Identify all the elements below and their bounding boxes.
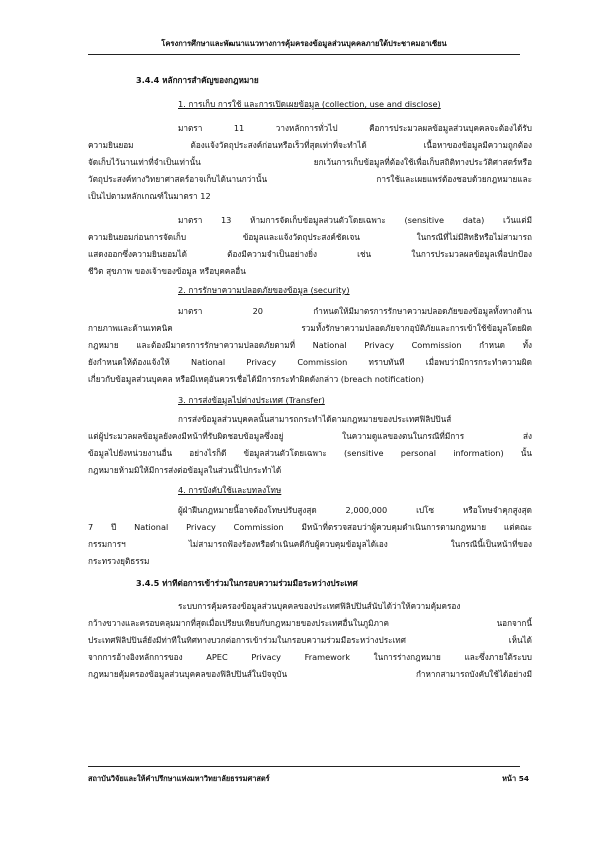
subheading-transfer: 3. การส่งข้อมูลไปต่างประเทศ (Transfer)	[178, 395, 325, 405]
paragraph-line: กระทรวงยุติธรรม	[88, 556, 150, 566]
paragraph-line: วัตถุประสงค์ทางวิทยาศาสตร์อาจเก็บได้นานกว่านั้น การใช้และเผยแพร่ต้องชอบด้วยกฎหมายและ	[88, 174, 532, 184]
footer-institution: สถาบันวิจัยและให้คำปรึกษาแห่งมหาวิทยาลัยธรรมศาสตร์	[88, 774, 270, 783]
paragraph-line: มาตรา 20 กำหนดให้มีมาตรการรักษาความปลอดภัยของข้อมูลทั้งทางด้าน	[178, 306, 532, 316]
paragraph-line: มาตรา 11 วางหลักการทั่วไป คือการประมวลผลข้อมูลส่วนบุคคลจะต้องได้รับ	[178, 123, 532, 133]
paragraph-line: ความยินยอมก่อนการจัดเก็บ ข้อมูลและแจ้งวัตถุประสงค์ชัดเจน ในกรณีที่ไม่มีสิทธิหรือไม่สามารถ	[88, 232, 532, 242]
header-rule	[88, 54, 520, 55]
paragraph-line: จากการอ้างอิงหลักการของ APEC Privacy Framework ในการร่างกฎหมาย และซึ่งภายใต้ระบบ	[88, 652, 532, 662]
paragraph-line: กรรมการฯ ไม่สามารถฟ้องร้องหรือดำเนินคดีกับผู้ควบคุมข้อมูลได้เอง ในกรณีนี้เป็นหน้าที่ของ	[88, 539, 532, 549]
subheading-collection-use-disclose: 1. การเก็บ การใช้ และการเปิดเผยข้อมูล (collection, use and disclose)	[178, 99, 441, 109]
paragraph-line: แต่ผู้ประมวลผลข้อมูลยังคงมีหน้าที่รับผิดชอบข้อมูลซึ่งอยู่ ในความดูแลของตนในกรณีที่มีการ ส่ง	[88, 431, 532, 441]
paragraph-line: ผู้ฝ่าฝืนกฎหมายนี้อาจต้องโทษปรับสูงสุด 2,000,000 เปโซ หรือโทษจำคุกสูงสุด	[178, 505, 532, 515]
paragraph-line: กฎหมายคุ้มครองข้อมูลส่วนบุคคลของฟิลิปปินส์ในปัจจุบัน กำหากสามารถบังคับใช้ได้อย่างมี	[88, 669, 532, 679]
paragraph-line: เกี่ยวกับข้อมูลส่วนบุคคล หรือมีเหตุอันควรเชื่อได้มีการกระทำผิดดังกล่าว (breach notification)	[88, 374, 424, 384]
paragraph-line: ยังกำหนดให้ต้องแจ้งให้ National Privacy Commission ทราบทันที เมื่อพบว่ามีการกระทำความผิด	[88, 357, 532, 367]
paragraph-line: ข้อมูลไปยังหน่วยงานอื่น อย่างไรก็ดี ข้อมูลส่วนตัวโดยเฉพาะ (sensitive personal information) นั้น	[88, 448, 532, 458]
page-number: หน้า 54	[502, 774, 529, 783]
paragraph-line: ความยินยอม ต้องแจ้งวัตถุประสงค์ก่อนหรือเร็วที่สุดเท่าที่จะทำได้ เนื้อหาของข้อมูลมีความถูกต้อง	[88, 140, 532, 150]
paragraph-line: แสดงออกซึ่งความยินยอมได้ ต้องมีความจำเป็นอย่างยิ่ง เช่น ในการประมวลผลข้อมูลเพื่อปกป้อง	[88, 249, 532, 259]
paragraph-line: เป็นไปตามหลักเกณฑ์ในมาตรา 12	[88, 191, 211, 201]
paragraph-line: กฎหมาย และต้องมีมาตรการรักษาความปลอดภัยตามที่ National Privacy Commission กำหนด ทั้ง	[88, 340, 532, 350]
section-heading-3-4-5: 3.4.5 ท่าทีต่อการเข้าร่วมในกรอบความร่วมมือระหว่างประเทศ	[136, 578, 358, 588]
subheading-security: 2. การรักษาความปลอดภัยของข้อมูล (security)	[178, 285, 350, 295]
paragraph-line: การส่งข้อมูลส่วนบุคคลนั้นสามารถกระทำได้ตามกฎหมายของประเทศฟิลิปปินส์	[178, 414, 452, 424]
paragraph-line: ประเทศฟิลิปปินส์ยังมีท่าทีในทิศทางบวกต่อการเข้าร่วมในกรอบความร่วมมือระหว่างประเทศ เห็นได้	[88, 635, 532, 645]
paragraph-line: ชีวิต สุขภาพ ของเจ้าของข้อมูล หรือบุคคลอื่น	[88, 266, 246, 276]
paragraph-line: กว้างขวางและครอบคลุมมากที่สุดเมื่อเปรียบเทียบกับกฎหมายของประเทศอื่นในภูมิภาค นอกจากนี้	[88, 618, 532, 628]
running-header: โครงการศึกษาและพัฒนาแนวทางการคุ้มครองข้อมูลส่วนบุคคลภายใต้ประชาคมอาเซียน	[161, 39, 447, 48]
paragraph-line: มาตรา 13 ห้ามการจัดเก็บข้อมูลส่วนตัวโดยเฉพาะ (sensitive data) เว้นแต่มี	[178, 215, 532, 225]
paragraph-line: กายภาพและด้านเทคนิค รวมทั้งรักษาความปลอดภัยจากอุบัติภัยและการเข้าใช้ข้อมูลโดยผิด	[88, 323, 532, 333]
section-heading-3-4-4: 3.4.4 หลักการสำคัญของกฎหมาย	[136, 75, 259, 85]
subheading-enforcement: 4. การบังคับใช้และบทลงโทษ	[178, 485, 282, 495]
paragraph-line: จัดเก็บไว้นานเท่าที่จำเป็นเท่านั้น ยกเว้นการเก็บข้อมูลที่ต้องใช้เพื่อเก็บสถิติทางประวัติศาสตร์หรือ	[88, 157, 532, 167]
paragraph-line: ระบบการคุ้มครองข้อมูลส่วนบุคคลของประเทศฟิลิปปินส์นับได้ว่าให้ความคุ้มครอง	[178, 601, 461, 611]
paragraph-line: 7 ปี National Privacy Commission มีหน้าที่ตรวจสอบว่าผู้ควบคุมดำเนินการตามกฎหมาย แต่คณะ	[88, 522, 532, 532]
footer-rule	[88, 766, 520, 767]
paragraph-line: กฎหมายห้ามมิให้มีการส่งต่อข้อมูลในส่วนนี้ไปกระทำได้	[88, 465, 282, 475]
